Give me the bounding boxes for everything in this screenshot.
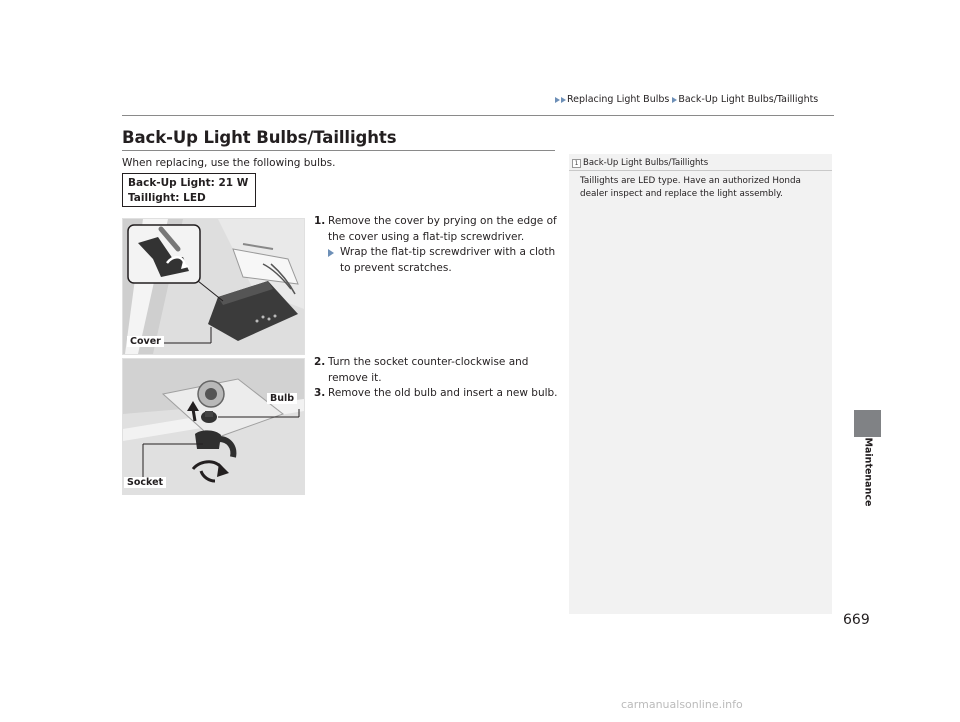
step-number: 3.	[314, 387, 326, 399]
page-title: Back-Up Light Bulbs/Taillights	[122, 128, 397, 147]
step-1	[314, 214, 564, 276]
cover-removal-illustration	[122, 218, 305, 355]
page-number: 669	[843, 612, 870, 628]
step-text: Remove the old bulb and insert a new bulb.	[328, 387, 558, 399]
reference-icon: 1	[572, 159, 581, 168]
breadcrumb-item[interactable]: Replacing Light Bulbs	[567, 94, 670, 105]
step-text: the cover using a flat-tip screwdriver.	[328, 230, 525, 243]
section-tab-marker[interactable]	[854, 410, 881, 437]
cover-illustration-svg	[123, 219, 304, 354]
breadcrumb-arrow-icon	[555, 97, 560, 103]
socket-illustration-svg	[123, 359, 304, 494]
sidebar-note-title	[572, 158, 708, 168]
breadcrumb-item[interactable]: Back-Up Light Bulbs/Taillights	[678, 94, 819, 105]
bulb-spec-taillight: Taillight: LED	[128, 192, 206, 204]
step-number: 2.	[314, 356, 326, 368]
note-text: to prevent scratches.	[340, 261, 452, 274]
sidebar-divider	[569, 170, 832, 171]
title-divider	[122, 150, 555, 151]
bulb-spec-backup: Back-Up Light: 21 W	[128, 177, 249, 189]
section-tab-text: Maintenance	[862, 437, 874, 507]
note-text: Wrap the flat-tip screwdriver with a cloth	[340, 246, 556, 258]
section-tab-label[interactable]	[856, 437, 880, 507]
step-text: Turn the socket counter-clockwise and	[328, 356, 529, 368]
breadcrumb	[555, 94, 818, 105]
socket-bulb-illustration	[122, 358, 305, 495]
step-note	[314, 245, 564, 276]
bulb-callout: Bulb	[267, 393, 297, 404]
breadcrumb-arrow-icon	[561, 97, 566, 103]
step-3	[314, 386, 564, 402]
step-number: 1.	[314, 215, 326, 227]
socket-callout: Socket	[124, 477, 166, 488]
intro-text: When replacing, use the following bulbs.	[122, 157, 336, 169]
step-text: remove it.	[328, 371, 382, 384]
sidebar-note-text	[580, 175, 820, 201]
watermark: carmanualsonline.info	[621, 698, 743, 711]
sidebar-title-text: Back-Up Light Bulbs/Taillights	[583, 158, 709, 168]
note-arrow-icon	[328, 249, 334, 257]
sidebar-text-line: dealer inspect and replace the light assembly.	[580, 189, 783, 199]
step-text: Remove the cover by prying on the edge of	[328, 215, 557, 227]
header-divider	[122, 115, 834, 116]
breadcrumb-arrow-icon	[672, 97, 677, 103]
sidebar-note-panel	[569, 154, 832, 614]
step-2	[314, 355, 564, 386]
bulb-spec-box	[122, 173, 256, 207]
cover-callout: Cover	[127, 336, 164, 347]
sidebar-text-line: Taillights are LED type. Have an authorized Honda	[580, 176, 801, 186]
